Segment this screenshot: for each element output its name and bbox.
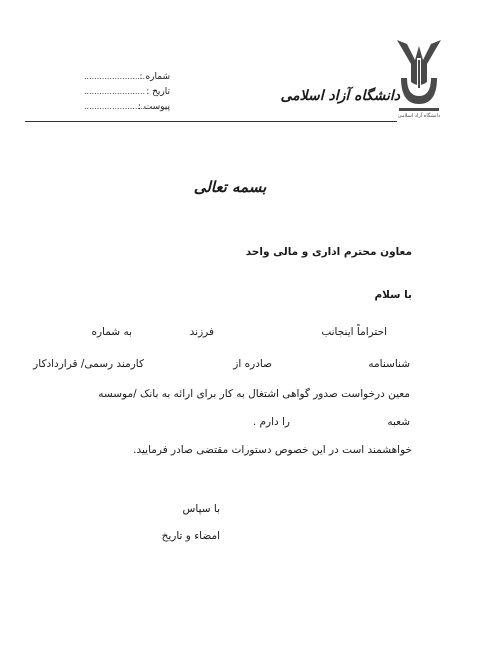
university-logo-icon xyxy=(395,38,443,118)
attachment-label: پیوست : xyxy=(137,102,170,112)
line2-part-b: صادره از xyxy=(233,358,272,370)
line4-part-b: را دارم . xyxy=(252,416,290,428)
recipient-line: معاون محترم اداری و مالی واحد xyxy=(245,246,412,258)
attachment-dots: ........................ xyxy=(84,102,146,111)
number-label: شماره : xyxy=(139,72,170,82)
line1-part-b: فرزند xyxy=(189,326,214,338)
date-label: تاریخ : xyxy=(146,87,170,97)
line2-part-a: شناسنامه xyxy=(368,358,410,370)
university-name: دانشگاه آزاد اسلامی xyxy=(280,88,400,104)
logo-caption: دانشگاه آزاد اسلامی xyxy=(397,113,441,118)
line1-part-c: به شماره xyxy=(91,326,132,338)
closing-line: با سپاس xyxy=(182,503,220,515)
greeting-line: با سلام xyxy=(374,289,412,301)
date-dots: ........................ xyxy=(84,87,146,96)
line5: خواهشمند است در این خصوص دستورات مقتضی صادر فرمایید. xyxy=(133,444,412,456)
basmala-heading: بسمه تعالی xyxy=(193,178,267,196)
line2-part-c: کارمند رسمی/ قراردادکار xyxy=(33,358,144,370)
signature-line: امضاء و تاریخ xyxy=(161,530,220,542)
line3: معین درخواست صدور گواهی اشتغال به کار برای ارائه به بانک /موسسه xyxy=(98,388,410,400)
line1-part-a: احتراماً اینجانب xyxy=(321,326,387,338)
line4-part-a: شعبه xyxy=(387,416,410,428)
number-dots: ........................ xyxy=(84,72,146,81)
header-divider xyxy=(25,121,397,122)
